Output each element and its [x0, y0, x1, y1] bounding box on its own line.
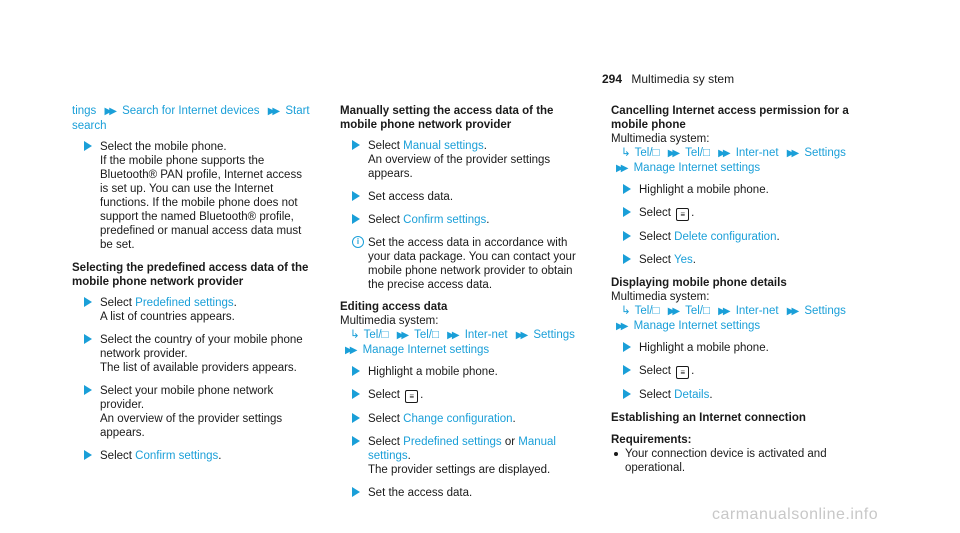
step-action: Select: [368, 140, 404, 152]
nav-path: [611, 304, 849, 334]
step-item: [72, 384, 310, 440]
step-item: Select Yes.: [611, 253, 849, 267]
section-heading: Cancelling Internet access permission for a mobile phone: [611, 105, 849, 131]
nav-link-tel[interactable]: Tel/□: [685, 147, 710, 159]
step-action: Select: [100, 297, 136, 309]
step-body: An overview of the provider settings appears.: [368, 154, 551, 180]
nav-link-start-search[interactable]: Start search: [72, 105, 310, 132]
system-label: Multimedia system:: [611, 133, 710, 145]
nav-path-continued: [72, 104, 310, 133]
double-chevron-icon: ▶▶: [345, 345, 355, 356]
section-heading: Editing access data: [340, 301, 448, 313]
step-item: Select ≡ .: [611, 206, 849, 221]
step-body: The provider settings are displayed.: [368, 464, 551, 476]
step-item: Select ≡ .: [340, 388, 578, 403]
step-action: Select: [639, 231, 675, 243]
double-chevron-icon: ▶▶: [616, 163, 626, 174]
return-arrow-icon: ↳: [350, 329, 360, 341]
triangle-arrow-icon: [352, 436, 360, 446]
system-label: Multimedia system:: [611, 291, 710, 303]
step-action: Select the mobile phone.: [100, 141, 227, 153]
nav-link-internet[interactable]: Inter-net: [735, 305, 779, 317]
double-chevron-icon: ▶▶: [718, 148, 728, 159]
nav-link-tel[interactable]: Tel/□: [685, 305, 710, 317]
step-item: Select Manual settings. An overview of the provider settings appears.: [340, 139, 578, 181]
link-manual-settings[interactable]: Manual settings: [368, 436, 556, 462]
double-chevron-icon: ▶▶: [447, 330, 457, 341]
requirement-text: Your connection device is activated and operational.: [625, 448, 827, 474]
nav-link-manage-internet[interactable]: Manage Internet settings: [633, 162, 761, 174]
requirements-label: Requirements:: [611, 434, 692, 446]
step-body: A list of countries appears.: [100, 311, 235, 323]
step-item: [340, 486, 578, 500]
triangle-arrow-icon: [352, 413, 360, 423]
double-chevron-icon: ▶▶: [104, 106, 114, 117]
step-connector: or: [501, 436, 519, 448]
step-body: The list of available providers appears.: [100, 362, 297, 374]
triangle-arrow-icon: [623, 254, 631, 264]
return-arrow-icon: ↳: [621, 147, 631, 159]
triangle-arrow-icon: [623, 365, 631, 375]
column-middle: [340, 104, 578, 509]
step-item: Select Predefined settings. A list of countries appears.: [72, 296, 310, 324]
bullet-icon: [614, 452, 618, 456]
watermark-text: carmanualsonline.info: [712, 506, 879, 523]
section-heading: Manually setting the access data of the mobile phone network provider: [340, 105, 554, 131]
link-confirm-settings[interactable]: Confirm settings: [403, 214, 487, 226]
column-left: [72, 104, 310, 472]
menu-button-icon[interactable]: ≡: [676, 366, 689, 379]
link-predefined-settings[interactable]: Predefined settings: [403, 436, 502, 448]
triangle-arrow-icon: [84, 141, 92, 151]
nav-path: [611, 146, 849, 176]
triangle-arrow-icon: [623, 389, 631, 399]
triangle-arrow-icon: [352, 389, 360, 399]
nav-link-tel[interactable]: Tel/□: [414, 329, 439, 341]
step-action: Highlight a mobile phone.: [639, 184, 769, 196]
section-title: Multimedia sy stem: [631, 72, 735, 86]
step-action: Highlight a mobile phone.: [368, 366, 498, 378]
menu-button-icon[interactable]: ≡: [676, 208, 689, 221]
triangle-arrow-icon: [84, 450, 92, 460]
system-label: Multimedia system:: [340, 315, 439, 327]
triangle-arrow-icon: [623, 231, 631, 241]
double-chevron-icon: ▶▶: [667, 148, 678, 159]
step-item: Select Change configuration.: [340, 412, 578, 426]
double-chevron-icon: ▶▶: [396, 330, 407, 341]
step-item: Select Delete configuration.: [611, 230, 849, 244]
link-details[interactable]: Details: [674, 389, 710, 401]
info-icon: i: [352, 236, 364, 248]
nav-link-settings[interactable]: Settings: [804, 305, 846, 317]
triangle-arrow-icon: [84, 385, 92, 395]
step-action: Select your mobile phone network provider.: [100, 385, 274, 411]
double-chevron-icon: ▶▶: [786, 306, 797, 317]
nav-link-internet[interactable]: Inter-net: [464, 329, 508, 341]
link-delete-configuration[interactable]: Delete configuration: [674, 231, 777, 243]
triangle-arrow-icon: [623, 342, 631, 352]
double-chevron-icon: ▶▶: [667, 306, 678, 317]
step-item: Select Predefined settings or Manual settings. The provider settings are displayed.: [340, 435, 578, 477]
menu-button-icon[interactable]: ≡: [405, 390, 418, 403]
step-action: Select: [100, 450, 136, 462]
step-item: [340, 190, 578, 204]
step-item: Select Details.: [611, 388, 849, 402]
nav-link-tel[interactable]: Tel/□: [634, 305, 660, 317]
step-action: Select: [639, 389, 675, 401]
nav-link-tel[interactable]: Tel/□: [363, 329, 389, 341]
step-action: Select: [639, 365, 671, 377]
step-action: Select: [368, 389, 400, 401]
link-change-configuration[interactable]: Change configuration: [403, 413, 513, 425]
triangle-arrow-icon: [352, 366, 360, 376]
nav-link-internet[interactable]: Inter-net: [735, 147, 779, 159]
note-text: Set the access data in accordance with your data package. You can contact your mobile phone network provider to obtain the precise access data.: [368, 237, 576, 291]
nav-link-search-devices[interactable]: Search for Internet devices: [122, 105, 260, 117]
section-heading: Establishing an Internet connection: [611, 412, 806, 424]
step-action: Set access data.: [368, 191, 454, 203]
nav-path: [340, 328, 578, 358]
page-header: [602, 72, 734, 86]
step-action: Select: [639, 207, 671, 219]
triangle-arrow-icon: [623, 184, 631, 194]
section-heading: Displaying mobile phone details: [611, 277, 787, 289]
step-item: [72, 333, 310, 375]
page-number: 294: [602, 72, 623, 86]
step-action: Select the country of your mobile phone network provider.: [100, 334, 303, 360]
nav-link-settings[interactable]: Settings: [804, 147, 846, 159]
link-predefined-settings[interactable]: Predefined settings: [135, 297, 234, 309]
step-action: Select: [368, 436, 404, 448]
double-chevron-icon: ▶▶: [616, 321, 626, 332]
link-manual-settings[interactable]: Manual settings: [403, 140, 484, 152]
info-note: [340, 236, 578, 292]
step-item: Select ≡ .: [611, 364, 849, 379]
triangle-arrow-icon: [352, 214, 360, 224]
double-chevron-icon: ▶▶: [786, 148, 797, 159]
triangle-arrow-icon: [623, 207, 631, 217]
step-item: Select Confirm settings.: [72, 449, 310, 463]
step-item: [611, 341, 849, 355]
link-confirm-settings[interactable]: Confirm settings: [135, 450, 219, 462]
triangle-arrow-icon: [352, 191, 360, 201]
step-action: Highlight a mobile phone.: [639, 342, 769, 354]
section-heading: Selecting the predefined access data of the mobile phone network provider: [72, 262, 309, 288]
step-action: Select: [368, 214, 404, 226]
nav-link-settings[interactable]: tings: [72, 105, 97, 117]
step-action: Set the access data.: [368, 487, 473, 499]
double-chevron-icon: ▶▶: [267, 106, 278, 117]
step-action: Select: [639, 254, 674, 266]
double-chevron-icon: ▶▶: [515, 330, 526, 341]
triangle-arrow-icon: [352, 140, 360, 150]
step-action: Select: [368, 413, 404, 425]
list-item: [611, 447, 849, 475]
triangle-arrow-icon: [352, 487, 360, 497]
nav-link-manage-internet[interactable]: Manage Internet settings: [362, 344, 490, 356]
nav-link-manage-internet[interactable]: Manage Internet settings: [633, 320, 761, 332]
step-body: If the mobile phone supports the Bluetooth® PAN profile, Internet access is set up. You can use the Internet functions. If the mobile phone does not support the named Bluetooth® profile, predefined or manual access data must be set.: [100, 155, 302, 251]
step-item: [340, 365, 578, 379]
step-item: [72, 140, 310, 252]
double-chevron-icon: ▶▶: [718, 306, 728, 317]
step-item: Select Confirm settings.: [340, 213, 578, 227]
step-body: An overview of the provider settings appears.: [100, 413, 283, 439]
column-right: [611, 104, 849, 475]
nav-link-tel[interactable]: Tel/□: [634, 147, 660, 159]
step-item: [611, 183, 849, 197]
nav-link-settings[interactable]: Settings: [533, 329, 575, 341]
return-arrow-icon: ↳: [621, 305, 631, 317]
watermark-logo: [712, 508, 878, 522]
triangle-arrow-icon: [84, 334, 92, 344]
link-yes[interactable]: Yes: [673, 254, 693, 266]
triangle-arrow-icon: [84, 297, 92, 307]
